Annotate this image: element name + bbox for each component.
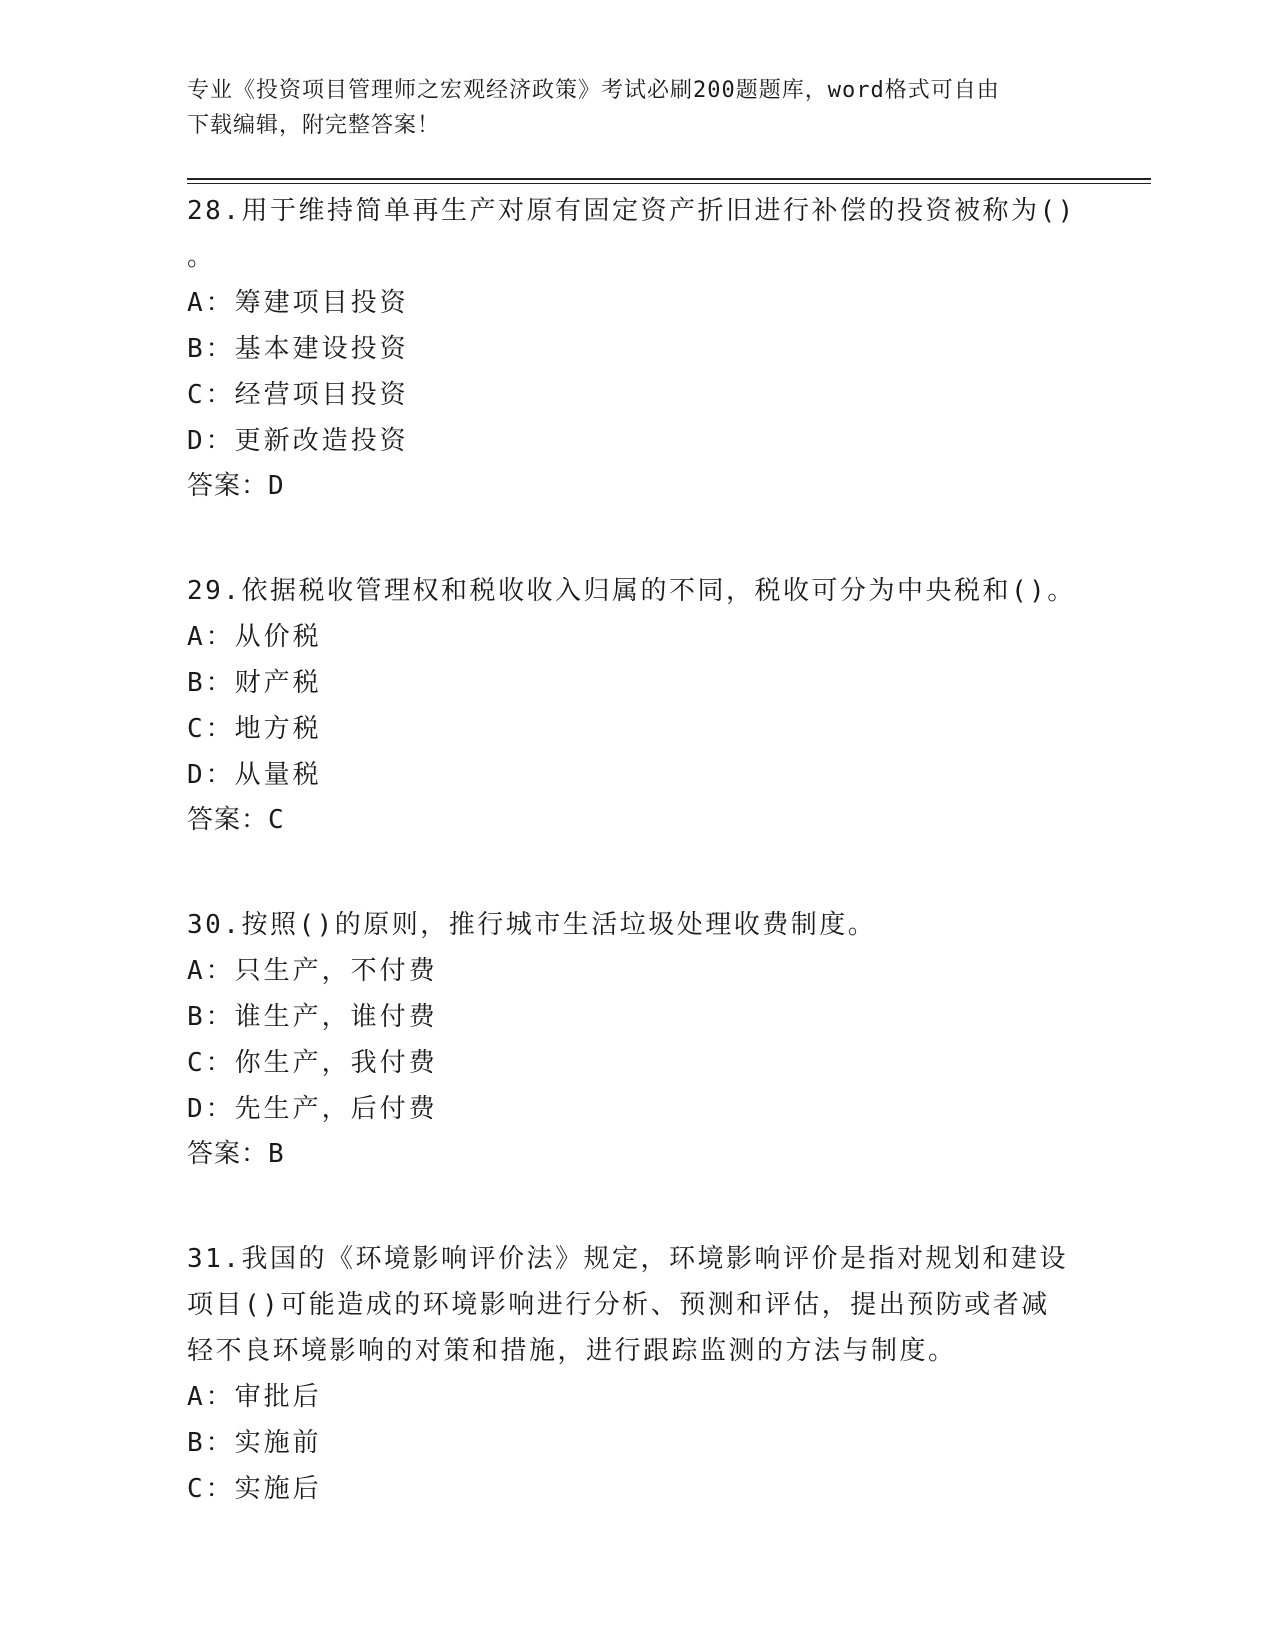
question-stem: 29.依据税收管理权和税收收入归属的不同，税收可分为中央税和()。 bbox=[187, 576, 1076, 606]
question-28 bbox=[187, 188, 1087, 508]
question-stem-continued: 轻不良环境影响的对策和措施，进行跟踪监测的方法与制度。 bbox=[187, 1336, 957, 1366]
answer-line: 答案：D bbox=[187, 471, 285, 501]
option-c: C：你生产，我付费 bbox=[187, 1048, 438, 1078]
option-b: B：基本建设投资 bbox=[187, 334, 409, 364]
header-line-1: 专业《投资项目管理师之宏观经济政策》考试必刷200题题库，word格式可自由 bbox=[187, 78, 1000, 103]
question-stem: 31.我国的《环境影响评价法》规定，环境影响评价是指对规划和建设 bbox=[187, 1244, 1068, 1274]
question-list bbox=[187, 188, 1087, 1572]
option-d: D：更新改造投资 bbox=[187, 426, 409, 456]
question-30 bbox=[187, 902, 1087, 1176]
question-stem-continued: 。 bbox=[187, 242, 216, 272]
option-a: A：从价税 bbox=[187, 622, 322, 652]
option-b: B：财产税 bbox=[187, 668, 322, 698]
option-c: C：实施后 bbox=[187, 1474, 322, 1504]
option-c: C：经营项目投资 bbox=[187, 380, 409, 410]
header-line-2: 下载编辑，附完整答案！ bbox=[187, 113, 441, 138]
question-stem: 30.按照()的原则，推行城市生活垃圾处理收费制度。 bbox=[187, 910, 877, 940]
option-b: B：谁生产，谁付费 bbox=[187, 1002, 438, 1032]
answer-line: 答案：B bbox=[187, 1139, 285, 1169]
question-31 bbox=[187, 1236, 1087, 1512]
option-c: C：地方税 bbox=[187, 714, 322, 744]
header-divider-thin bbox=[187, 183, 1151, 184]
option-a: A：只生产，不付费 bbox=[187, 956, 438, 986]
question-29 bbox=[187, 568, 1087, 842]
question-stem-continued: 项目()可能造成的环境影响进行分析、预测和评估，提出预防或者减 bbox=[187, 1290, 1050, 1320]
option-b: B：实施前 bbox=[187, 1428, 322, 1458]
answer-line: 答案：C bbox=[187, 805, 285, 835]
option-a: A：筹建项目投资 bbox=[187, 288, 409, 318]
document-header bbox=[187, 73, 1067, 143]
option-d: D：先生产，后付费 bbox=[187, 1094, 438, 1124]
question-stem: 28.用于维持简单再生产对原有固定资产折旧进行补偿的投资被称为() bbox=[187, 196, 1076, 226]
header-divider-thick bbox=[187, 178, 1151, 180]
option-a: A：审批后 bbox=[187, 1382, 322, 1412]
option-d: D：从量税 bbox=[187, 760, 322, 790]
